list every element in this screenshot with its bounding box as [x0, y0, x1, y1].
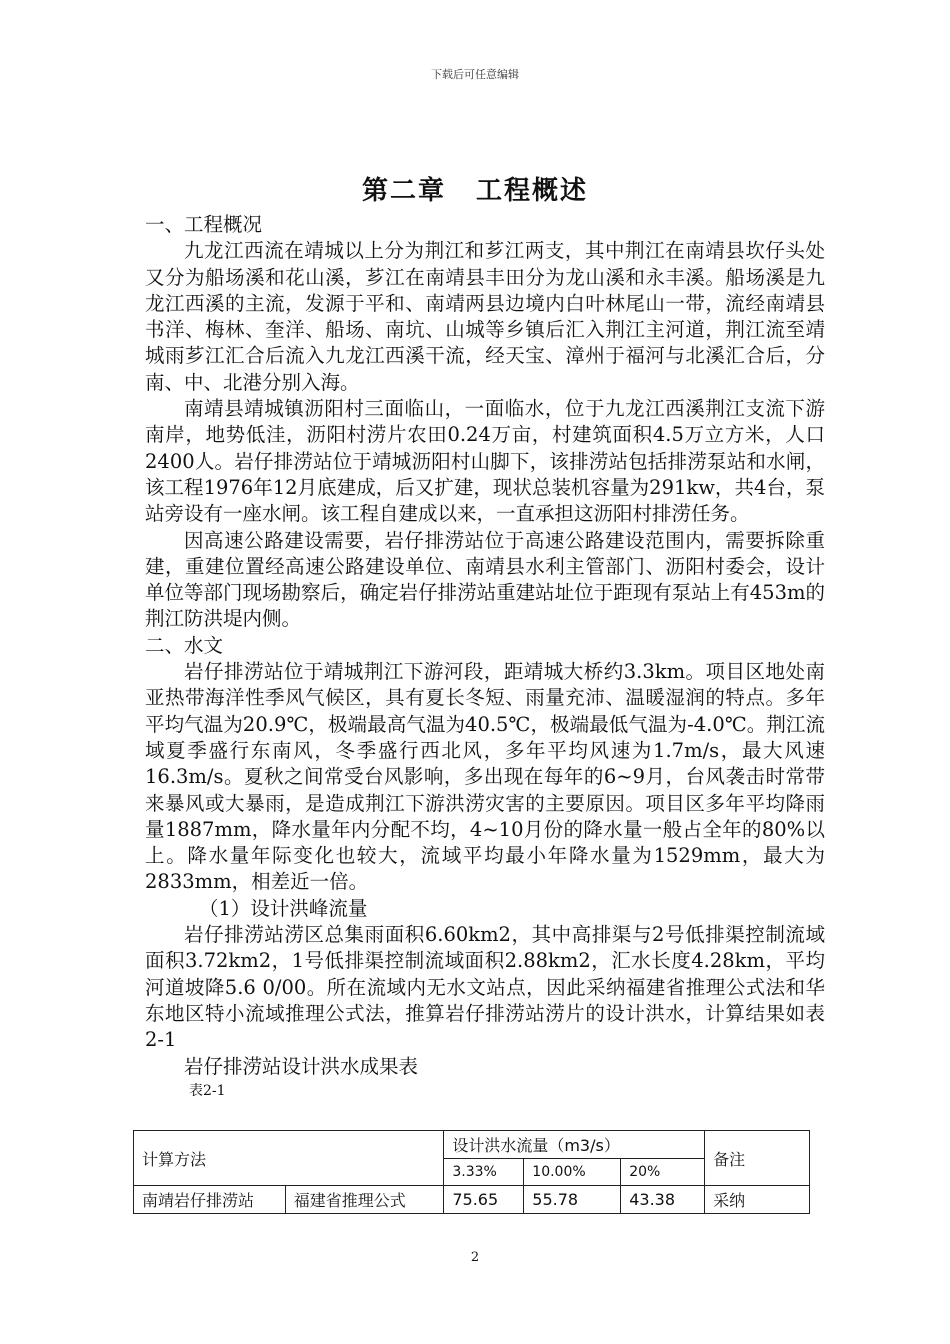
document-body — [145, 212, 825, 1102]
design-flood-table — [133, 1130, 810, 1214]
section-heading-hydrology: 二、水文 — [145, 633, 224, 657]
chapter-number: 第二章 — [361, 176, 446, 206]
header-method: 计算方法 — [134, 1131, 444, 1186]
cell-station: 南靖岩仔排涝站 — [134, 1186, 286, 1214]
cell-method: 福建省推理公式 — [285, 1186, 444, 1214]
freq-cell: 3.33% — [444, 1159, 524, 1186]
cell-value: 55.78 — [524, 1186, 621, 1214]
table-header-row — [134, 1131, 810, 1159]
cell-value: 75.65 — [444, 1186, 524, 1214]
table-caption: 岩仔排涝站设计洪水成果表 — [184, 1054, 419, 1078]
paragraph-design-flood: 岩仔排涝站涝区总集雨面积6.60km2，其中高排渠与2号低排渠控制流域面积3.72km2，1号低排渠控制流域面积2.88km2，汇水长度4.28km，平均河道坡降5.6 0/00。所在流域内无水文站点，因此采纳福建省推理公式法和华东地区特小流域推理公式法，推算岩仔排涝站涝片的设计洪水，计算结果如表2-1 — [145, 923, 825, 1052]
cell-note: 采纳 — [705, 1186, 810, 1214]
table-number: 表2-1 — [189, 1082, 226, 1099]
paragraph-village-station: 南靖县靖城镇沥阳村三面临山，一面临水，位于九龙江西溪荆江支流下游南岸，地势低洼，沥阳村涝片农田0.24万亩，村建筑面积4.5万立方米，人口2400人。岩仔排涝站位于靖城沥阳村山脚下，该排涝站包括排涝泵站和水闸，该工程1976年12月底建成，后又扩建，现状总装机容量为291kw，共4台，泵站旁设有一座水闸。该工程自建成以来，一直承担这沥阳村排涝任务。 — [145, 397, 825, 526]
freq-cell: 20% — [621, 1159, 705, 1186]
chapter-title — [0, 170, 950, 207]
header-design-flow: 设计洪水流量（m3/s） — [444, 1131, 705, 1159]
freq-cell: 10.00% — [524, 1159, 621, 1186]
header-note: 备注 — [705, 1131, 810, 1186]
paragraph-river-system: 九龙江西流在靖城以上分为荆江和芗江两支，其中荆江在南靖县坎仔头处又分为船场溪和花山溪，芗江在南靖县丰田分为龙山溪和永丰溪。船场溪是九龙江西溪的主流，发源于平和、南靖两县边境内白叶林尾山一带，流经南靖县书洋、梅林、奎洋、船场、南坑、山城等乡镇后汇入荆江主河道，荆江流至靖城雨芗江汇合后流入九龙江西溪干流，经天宝、漳州于福河与北溪汇合后，分南、中、北港分别入海。 — [145, 239, 825, 394]
page-number: 2 — [470, 1250, 480, 1265]
table-row — [134, 1186, 810, 1214]
cell-value: 43.38 — [621, 1186, 705, 1214]
subheading-design-flood: （1）设计洪峰流量 — [199, 896, 368, 920]
paragraph-climate: 岩仔排涝站位于靖城荆江下游河段，距靖城大桥约3.3km。项目区地处南亚热带海洋性季风气候区，具有夏长冬短、雨量充沛、温暖湿润的特点。多年平均气温为20.9℃，极端最高气温为40.5℃，极端最低气温为-4.0℃。荆江流域夏季盛行东南风，冬季盛行西北风，多年平均风速为1.7m/s，最大风速16.3m/s。夏秋之间常受台风影响，多出现在每年的6~9月，台风袭击时常带来暴风或大暴雨，是造成荆江下游洪涝灾害的主要原因。项目区多年平均降雨量1887mm，降水量年内分配不均，4~10月份的降水量一般占全年的80%以上。降水量年际变化也较大，流域平均最小年降水量为1529mm，最大为2833mm，相差近一倍。 — [145, 660, 825, 894]
paragraph-rebuild: 因高速公路建设需要，岩仔排涝站位于高速公路建设范围内，需要拆除重建，重建位置经高速公路建设单位、南靖县水利主管部门、沥阳村委会，设计单位等部门现场勘察后，确定岩仔排涝站重建站址位于距现有泵站上有453m的荆江防洪堤内侧。 — [145, 528, 825, 631]
section-heading-overview: 一、工程概况 — [145, 213, 263, 236]
chapter-name: 工程概述 — [476, 176, 589, 206]
page-header-note: 下载后可任意编辑 — [431, 68, 519, 81]
